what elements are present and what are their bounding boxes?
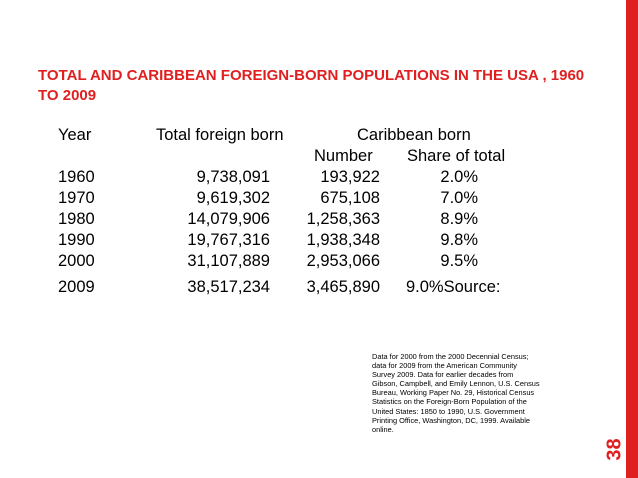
cell-number: 1,938,348 xyxy=(306,231,380,249)
cell-total: 14,079,906 xyxy=(187,210,270,228)
cell-total: 9,619,302 xyxy=(196,189,270,207)
cell-number: 1,258,363 xyxy=(306,210,380,228)
cell-share: 2.0% xyxy=(440,168,478,186)
slide-number-text: 38 xyxy=(603,438,626,461)
cell-year: 1980 xyxy=(58,210,95,228)
cell-number: 675,108 xyxy=(320,189,380,207)
header-year: Year xyxy=(58,126,92,144)
slide-title: TOTAL AND CARIBBEAN FOREIGN-BORN POPULATIONS IN THE USA , 1960 TO 2009 xyxy=(38,67,585,104)
cell-share: 7.0% xyxy=(440,189,478,207)
cell-year: 1960 xyxy=(58,168,95,186)
cell-total: 38,517,234 xyxy=(187,278,270,296)
header-caribbean-born: Caribbean born xyxy=(357,126,471,144)
slide-accent-bar xyxy=(626,0,638,478)
header-number: Number xyxy=(314,147,373,165)
cell-total: 9,738,091 xyxy=(196,168,270,186)
cell-year: 2009 xyxy=(58,278,95,296)
slide-number xyxy=(603,430,626,464)
cell-year: 1990 xyxy=(58,231,95,249)
cell-year: 2000 xyxy=(58,252,95,270)
cell-total: 31,107,889 xyxy=(187,252,270,270)
header-share-of-total: Share of total xyxy=(407,147,506,165)
source-note: Data for 2000 from the 2000 Decennial Census; data for 2009 from the American Community Survey 2009. Data for earlier decades from Gibson, Campbell, and Emily Lennon, U.S. Census Bureau, Working Paper No. 29, Historical Census Statistics on the Foreign-Born Population of the United States: 1850 to 1990, U.S. Government Printing Office, Washington, DC, 1999. Available online. xyxy=(372,352,540,434)
cell-share: 9.5% xyxy=(440,252,478,270)
cell-share: 8.9% xyxy=(440,210,478,228)
cell-number: 3,465,890 xyxy=(306,278,380,296)
header-total-foreign-born: Total foreign born xyxy=(156,126,284,144)
cell-number: 2,953,066 xyxy=(306,252,380,270)
cell-share: 9.0%Source: xyxy=(406,278,501,296)
cell-number: 193,922 xyxy=(320,168,380,186)
cell-year: 1970 xyxy=(58,189,95,207)
cell-total: 19,767,316 xyxy=(187,231,270,249)
cell-share: 9.8% xyxy=(440,231,478,249)
